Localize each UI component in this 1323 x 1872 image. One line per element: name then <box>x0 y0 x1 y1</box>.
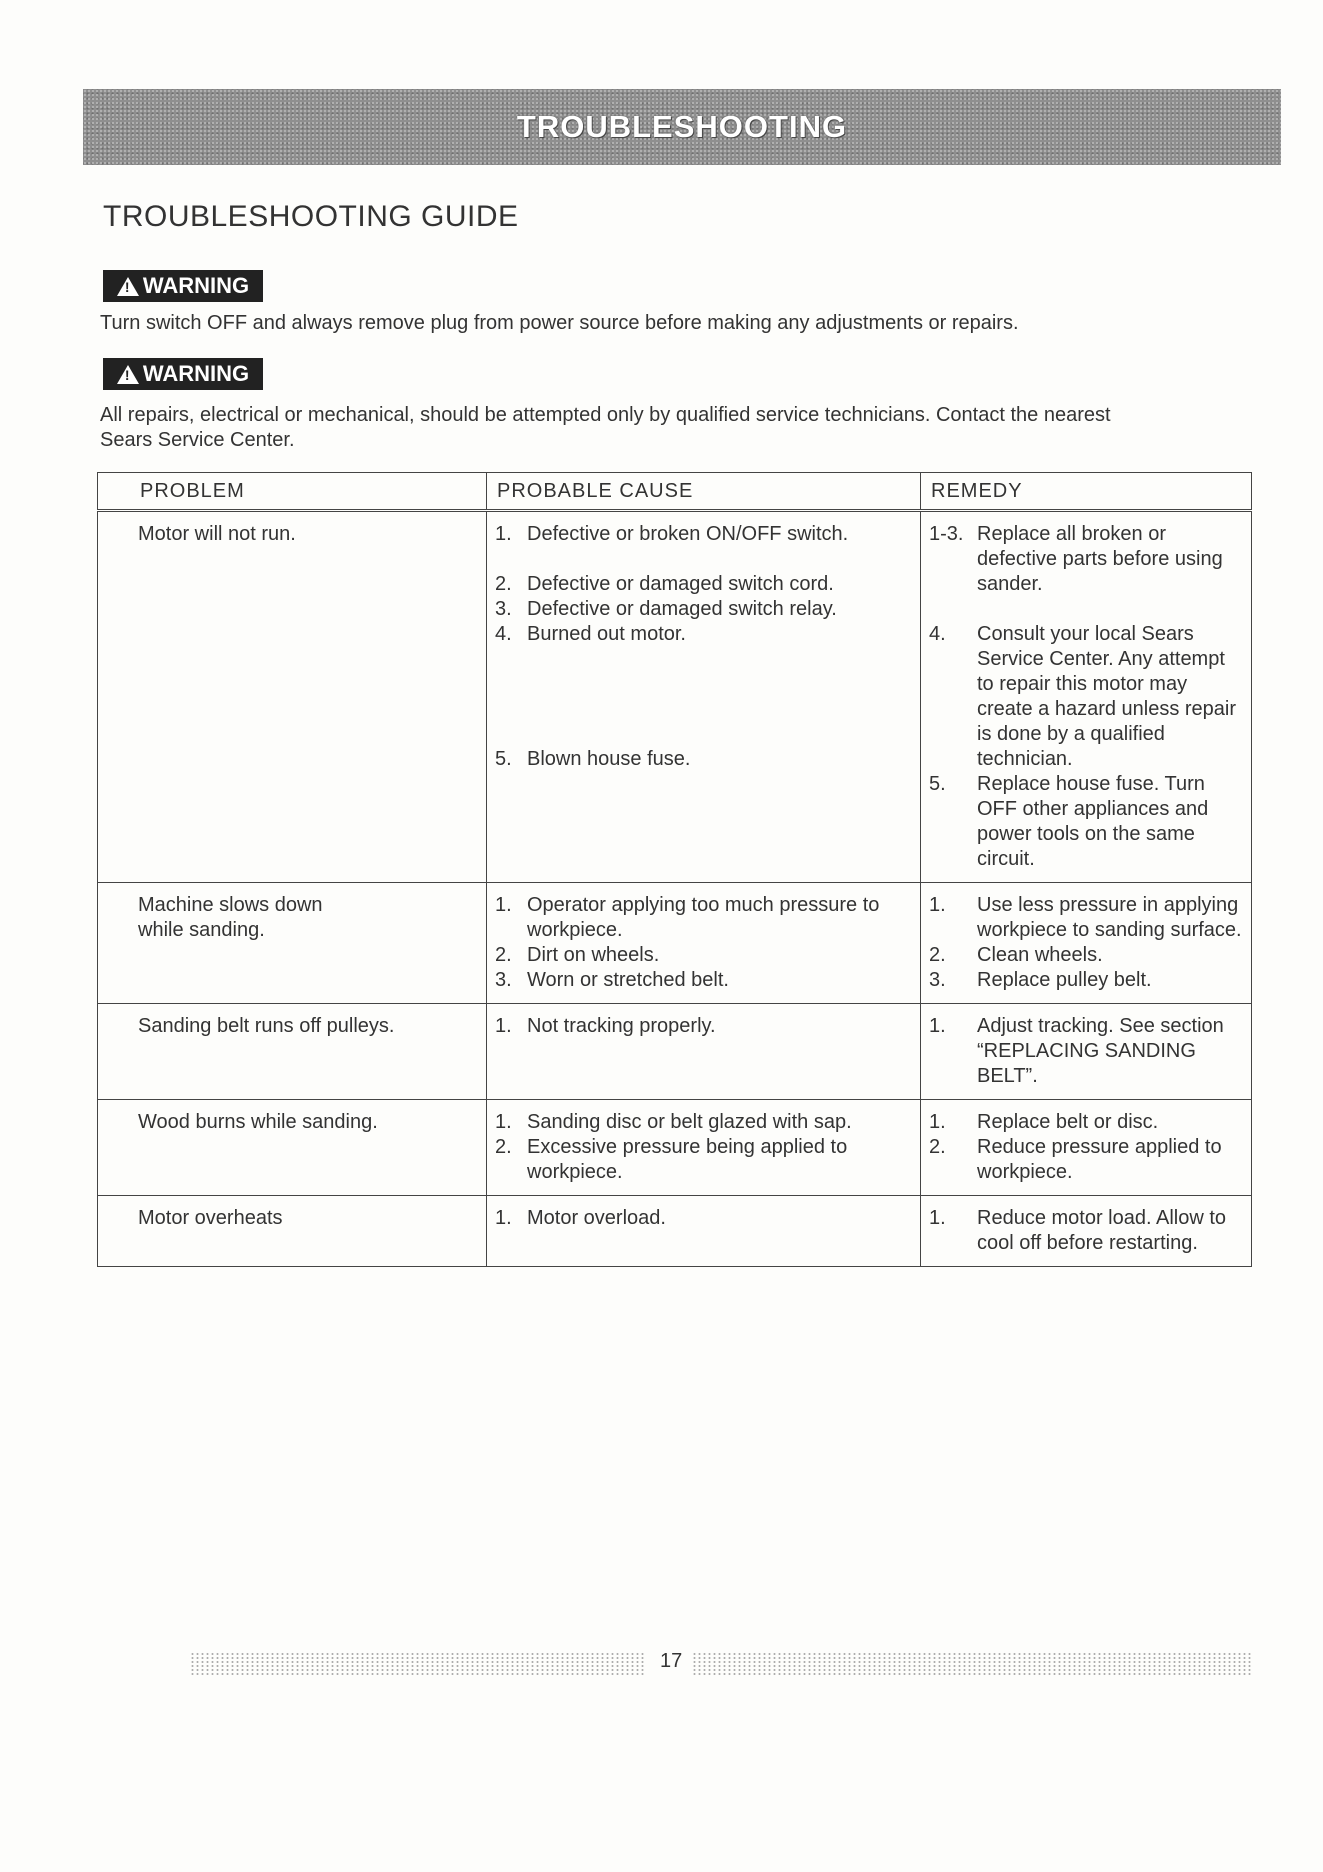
header-problem: PROBLEM <box>98 473 487 511</box>
problem-text: Wood burns while sanding. <box>138 1111 378 1133</box>
page-number: 17 <box>660 1650 683 1672</box>
cause-item <box>495 968 912 993</box>
cause-number: 1. <box>495 1207 512 1229</box>
problem-text: Sanding belt runs off pulleys. <box>138 1015 395 1037</box>
cause-number: 1. <box>495 1015 512 1037</box>
cause-text: Motor overload. <box>527 1207 666 1229</box>
cause-number: 2. <box>495 1136 512 1158</box>
cause-text: Worn or stretched belt. <box>527 969 729 991</box>
cause-number: 3. <box>495 969 512 991</box>
remedy-number: 2. <box>929 1136 946 1158</box>
cause-cell <box>487 883 921 1004</box>
remedy-number: 1. <box>929 1111 946 1133</box>
cause-cell <box>487 1196 921 1267</box>
remedy-item <box>929 943 1243 968</box>
cause-item <box>495 893 912 943</box>
problem-cell <box>98 1196 487 1267</box>
problem-cell <box>98 1004 487 1100</box>
remedy-cell <box>921 511 1252 883</box>
remedy-cell <box>921 1196 1252 1267</box>
cause-item <box>495 597 912 622</box>
remedy-text: Replace all broken or defective parts before using sander. <box>977 523 1223 595</box>
cause-number: 1. <box>495 523 512 545</box>
warning-badge-2 <box>103 358 263 390</box>
cause-number: 5. <box>495 748 512 770</box>
warning-text-2 <box>100 403 1290 453</box>
problem-text: Motor overheats <box>138 1207 283 1229</box>
remedy-number: 2. <box>929 944 946 966</box>
troubleshooting-table <box>97 472 1252 1267</box>
warning-text-1: Turn switch OFF and always remove plug from power source before making any adjustments or repairs. <box>100 312 1019 334</box>
cause-number: 4. <box>495 623 512 645</box>
header-remedy: REMEDY <box>921 473 1252 511</box>
cause-item <box>495 1135 912 1185</box>
section-banner <box>83 89 1281 165</box>
remedy-number: 1. <box>929 1015 946 1037</box>
remedy-text: Replace house fuse. Turn OFF other appliances and power tools on the same circuit. <box>977 773 1209 870</box>
warning-text-line: Sears Service Center. <box>100 429 295 451</box>
cause-text: Operator applying too much pressure to workpiece. <box>527 894 880 941</box>
cause-item <box>495 622 912 647</box>
remedy-number: 1. <box>929 1207 946 1229</box>
remedy-text: Replace belt or disc. <box>977 1111 1159 1133</box>
cause-text: Blown house fuse. <box>527 748 691 770</box>
cause-text: Dirt on wheels. <box>527 944 660 966</box>
remedy-item <box>929 522 1243 597</box>
remedy-cell <box>921 1004 1252 1100</box>
cause-number: 2. <box>495 944 512 966</box>
guide-title: TROUBLESHOOTING GUIDE <box>103 200 519 233</box>
remedy-text: Replace pulley belt. <box>977 969 1152 991</box>
cause-number: 2. <box>495 573 512 595</box>
cause-item <box>495 747 912 772</box>
remedy-text: Clean wheels. <box>977 944 1103 966</box>
problem-text: Motor will not run. <box>138 523 296 545</box>
remedy-text: Consult your local Sears Service Center. Any attempt to repair this motor may create a hazard unless repair is done by a qualified technician. <box>977 623 1237 770</box>
remedy-number: 1. <box>929 894 946 916</box>
cause-item <box>495 1014 912 1039</box>
cause-text: Burned out motor. <box>527 623 686 645</box>
remedy-item <box>929 772 1243 872</box>
cause-item <box>495 1110 912 1135</box>
remedy-item <box>929 1014 1243 1089</box>
remedy-text: Reduce pressure applied to workpiece. <box>977 1136 1222 1183</box>
cause-text: Defective or broken ON/OFF switch. <box>527 523 849 545</box>
remedy-number: 4. <box>929 623 946 645</box>
remedy-cell <box>921 883 1252 1004</box>
table-row <box>98 1004 1252 1100</box>
warning-label: WARNING <box>142 361 250 386</box>
footer-pattern-right <box>692 1652 1252 1676</box>
cause-item <box>495 1206 912 1231</box>
table-row <box>98 883 1252 1004</box>
remedy-item <box>929 1206 1243 1256</box>
remedy-item <box>929 1135 1243 1185</box>
table-row <box>98 511 1252 883</box>
remedy-text: Reduce motor load. Allow to cool off before restarting. <box>977 1207 1227 1254</box>
problem-cell <box>98 883 487 1004</box>
warning-label: WARNING <box>142 273 250 298</box>
remedy-cell <box>921 1100 1252 1196</box>
cause-text: Excessive pressure being applied to workpiece. <box>527 1136 848 1183</box>
problem-text: while sanding. <box>138 919 265 941</box>
remedy-item <box>929 893 1243 943</box>
header-probable-cause: PROBABLE CAUSE <box>487 473 921 511</box>
banner-title: TROUBLESHOOTING <box>516 109 848 144</box>
remedy-number: 5. <box>929 773 946 795</box>
remedy-text: Use less pressure in applying workpiece to sanding surface. <box>977 894 1242 941</box>
remedy-text: Adjust tracking. See section “REPLACING SANDING BELT”. <box>977 1015 1224 1087</box>
problem-cell <box>98 1100 487 1196</box>
problem-text: Machine slows down <box>138 894 323 916</box>
cause-item <box>495 522 912 547</box>
remedy-number: 3. <box>929 969 946 991</box>
cause-text: Defective or damaged switch cord. <box>527 573 834 595</box>
cause-number: 3. <box>495 598 512 620</box>
cause-number: 1. <box>495 1111 512 1133</box>
remedy-item <box>929 968 1243 993</box>
problem-cell <box>98 511 487 883</box>
cause-text: Sanding disc or belt glazed with sap. <box>527 1111 852 1133</box>
warning-triangle-icon <box>117 365 139 384</box>
table-row <box>98 1100 1252 1196</box>
cause-cell <box>487 1100 921 1196</box>
table-row <box>98 1196 1252 1267</box>
warning-badge-1 <box>103 270 263 302</box>
table-header-row <box>98 473 1252 511</box>
cause-cell <box>487 511 921 883</box>
cause-text: Not tracking properly. <box>527 1015 716 1037</box>
remedy-item <box>929 622 1243 772</box>
cause-cell <box>487 1004 921 1100</box>
cause-item <box>495 572 912 597</box>
footer-pattern-left <box>190 1652 645 1676</box>
remedy-item <box>929 1110 1243 1135</box>
cause-number: 1. <box>495 894 512 916</box>
warning-triangle-icon <box>117 277 139 296</box>
warning-text-line: All repairs, electrical or mechanical, should be attempted only by qualified service technicians. Contact the nearest <box>100 404 1111 426</box>
remedy-number: 1-3. <box>929 523 964 545</box>
cause-item <box>495 943 912 968</box>
cause-text: Defective or damaged switch relay. <box>527 598 837 620</box>
